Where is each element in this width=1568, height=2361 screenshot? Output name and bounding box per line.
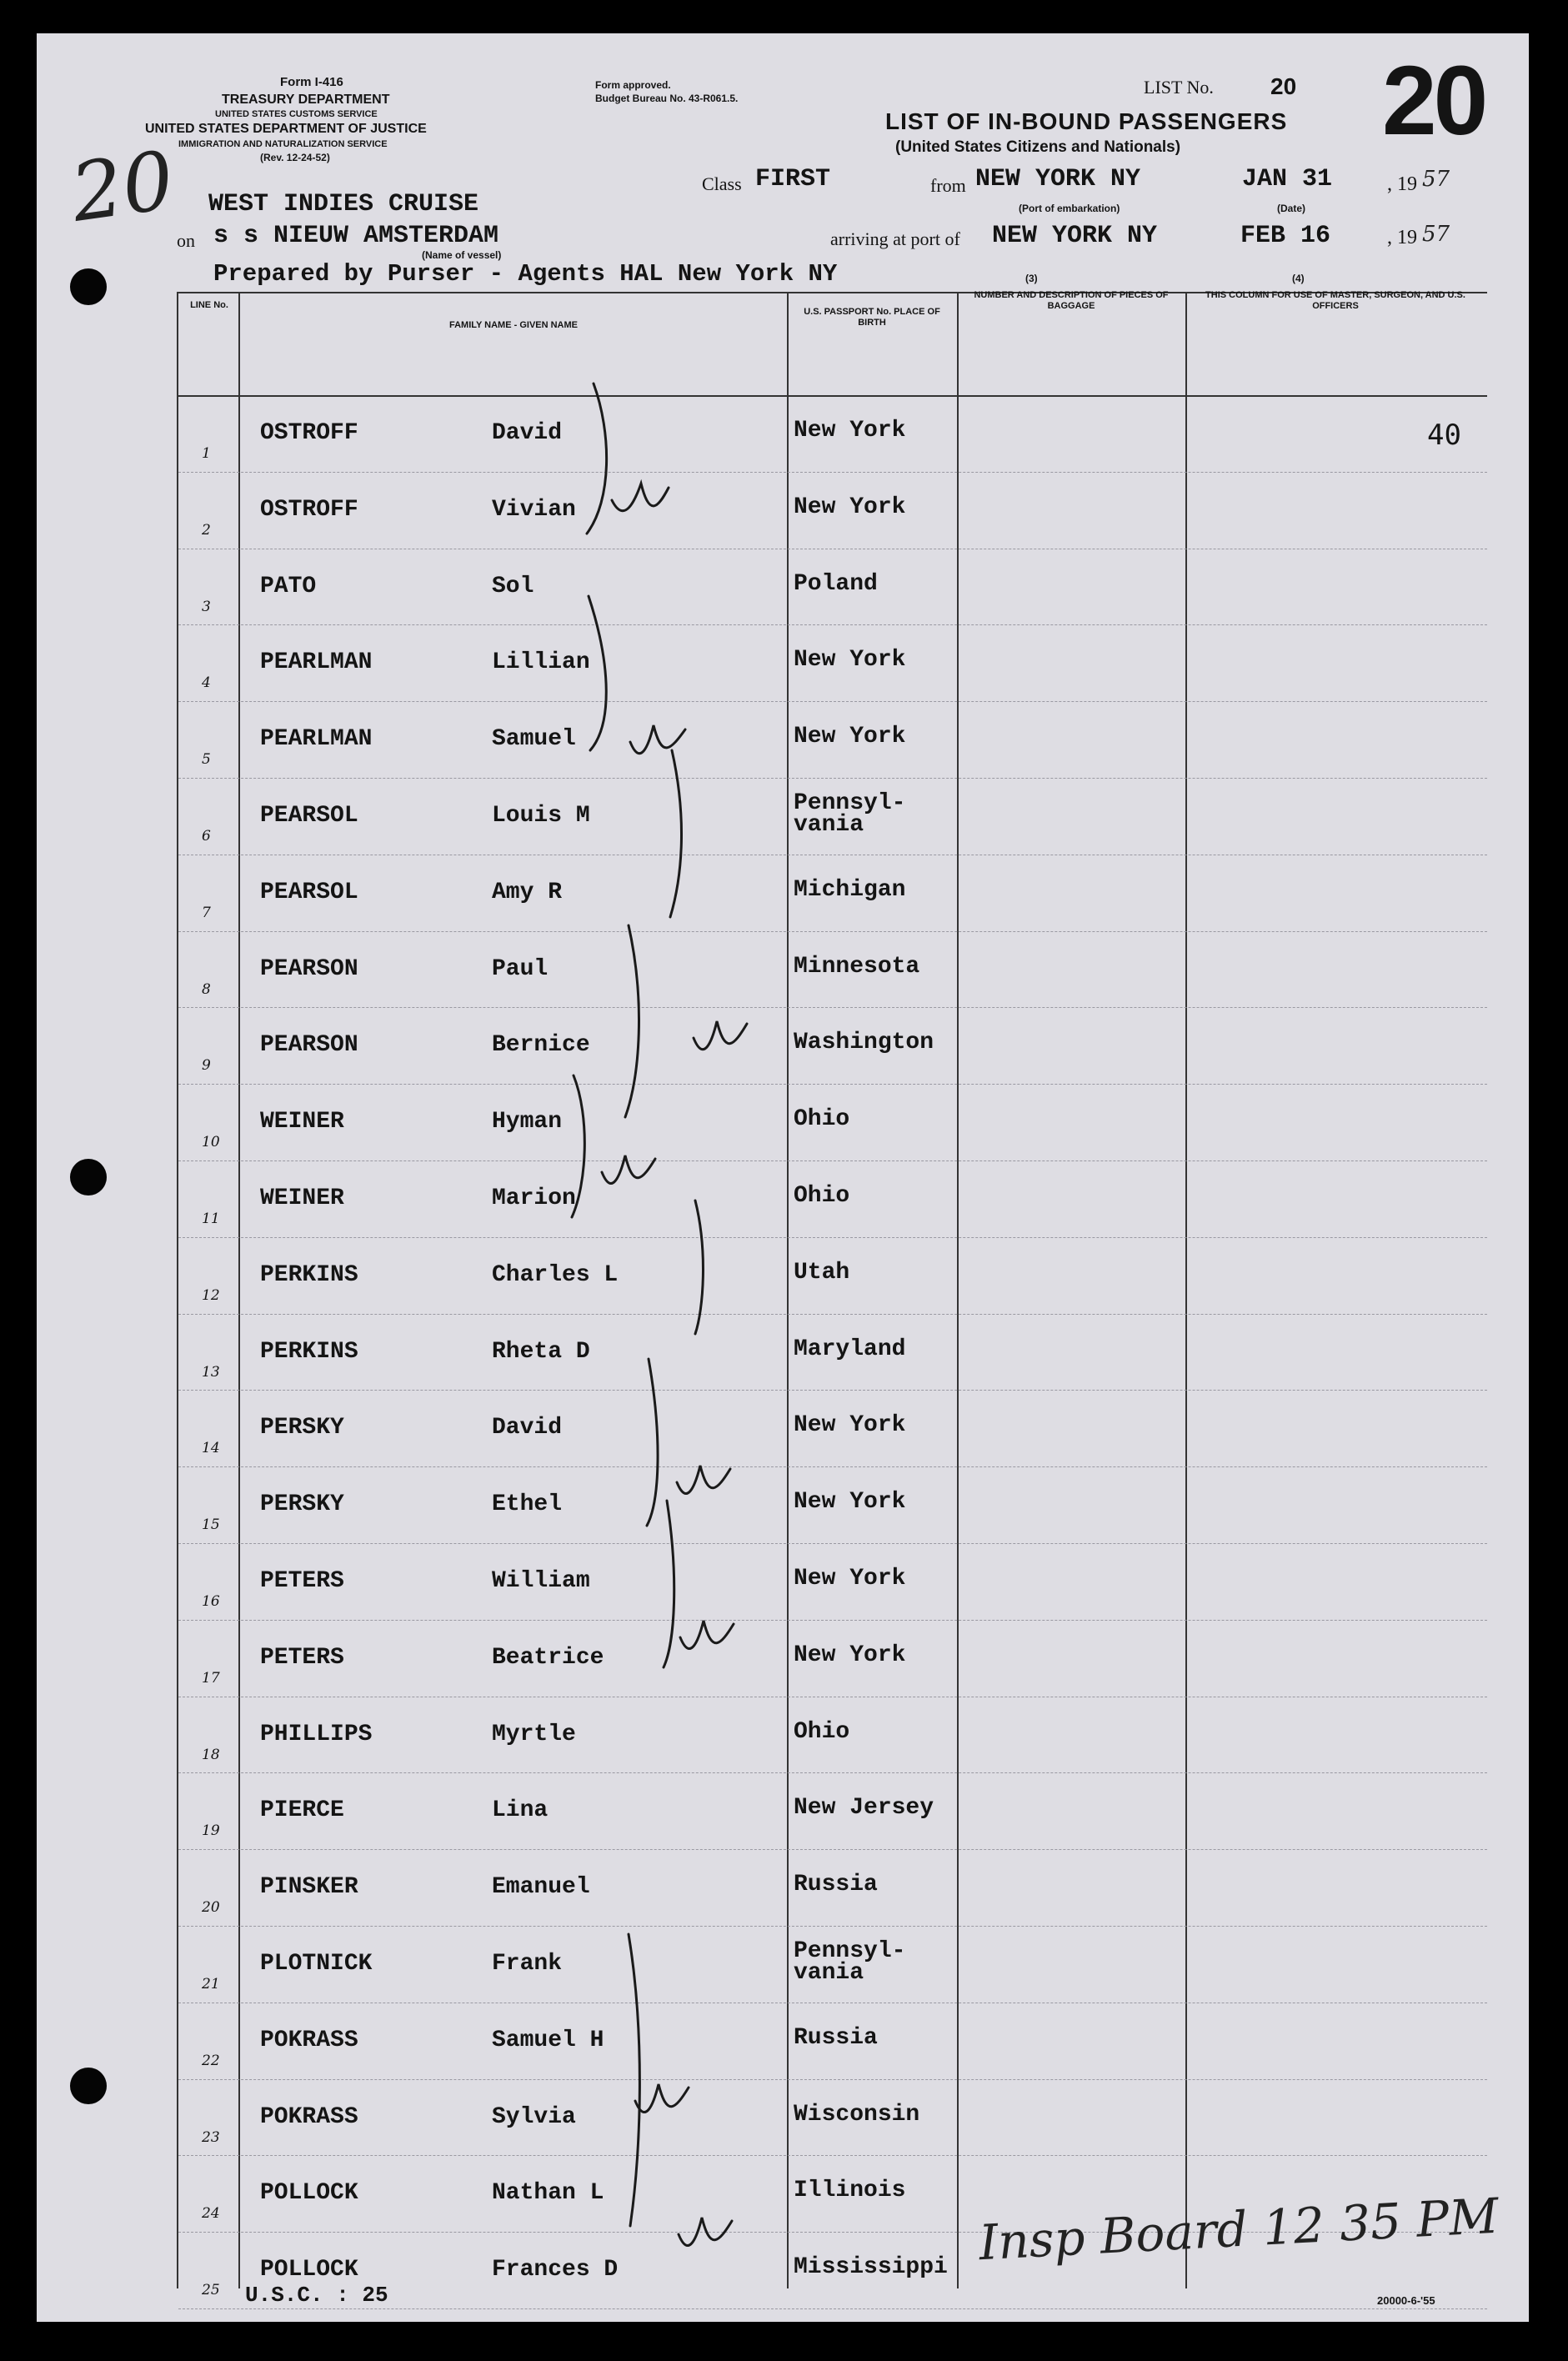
family-name: PETERS — [260, 1568, 344, 1594]
line-number: 8 — [202, 980, 211, 998]
officer-note: 40 — [1427, 419, 1461, 452]
from-label: from — [930, 175, 966, 196]
line-number: 3 — [202, 598, 211, 615]
line-number: 18 — [202, 1746, 220, 1763]
place-of-birth: Pennsyl- vania — [794, 1938, 906, 1986]
col-header-name: FAMILY NAME - GIVEN NAME — [448, 320, 579, 330]
given-name: Rheta D — [492, 1338, 590, 1365]
line-number: 16 — [202, 1593, 220, 1610]
list-no-value: 20 — [1270, 73, 1297, 99]
given-name: Ethel — [492, 1491, 563, 1518]
given-name: Marion — [492, 1186, 576, 1211]
family-name: PEARLMAN — [260, 726, 373, 753]
given-name: Frances D — [492, 2257, 619, 2283]
family-name: WEINER — [260, 1109, 344, 1135]
place-of-birth: Poland — [794, 570, 878, 597]
given-name: Nathan L — [492, 2180, 604, 2207]
line-number: 25 — [202, 2282, 220, 2299]
budget-bureau: Budget Bureau No. 43-R061.5. — [595, 93, 739, 104]
arrival-date: FEB 16 — [1240, 222, 1331, 250]
given-name: Hyman — [492, 1109, 563, 1135]
place-of-birth: New York — [794, 1642, 906, 1668]
treasury-department: TREASURY DEPARTMENT — [222, 93, 390, 107]
family-name: POKRASS — [260, 2103, 358, 2130]
customs-service: UNITED STATES CUSTOMS SERVICE — [215, 109, 378, 119]
vessel-name: s s NIEUW AMSTERDAM — [213, 222, 499, 250]
family-name: PEARSON — [260, 955, 358, 982]
given-name: Emanuel — [492, 1874, 590, 1901]
family-name: PLOTNICK — [260, 1951, 373, 1977]
port-embarkation-label: (Port of embarkation) — [1019, 203, 1120, 214]
family-name: PIERCE — [260, 1797, 344, 1824]
family-name: PEARSON — [260, 1032, 358, 1059]
line-number: 5 — [202, 751, 211, 769]
line-number: 17 — [202, 1669, 220, 1687]
place-of-birth: Ohio — [794, 1718, 850, 1745]
given-name: Sol — [492, 573, 534, 599]
line-number: 15 — [202, 1516, 220, 1534]
form-approved: Form approved. — [595, 79, 671, 91]
date-label-1: (Date) — [1277, 203, 1306, 214]
on-label: on — [177, 230, 195, 251]
arriving-label: arriving at port of — [830, 228, 960, 249]
manifest-subtitle: (United States Citizens and Nationals) — [895, 138, 1181, 156]
given-name: David — [492, 1415, 563, 1441]
line-number: 19 — [202, 1822, 220, 1840]
class-label: Class — [702, 173, 742, 194]
place-of-birth: New York — [794, 418, 906, 444]
given-name: Charles L — [492, 1261, 619, 1288]
line-number: 1 — [202, 445, 211, 462]
given-name: Beatrice — [492, 1644, 604, 1671]
family-name: PEARSOL — [260, 879, 358, 905]
line-number: 4 — [202, 674, 211, 692]
margin-handwritten-note: 20 — [65, 133, 180, 240]
col-header-baggage: NUMBER AND DESCRIPTION OF PIECES OF BAGGAGE — [974, 290, 1169, 311]
immigration-service: IMMIGRATION AND NATURALIZATION SERVICE — [178, 139, 388, 149]
line-number: 10 — [202, 1134, 220, 1151]
family-name: PERSKY — [260, 1491, 344, 1518]
given-name: Frank — [492, 1951, 563, 1977]
line-number: 11 — [202, 1211, 220, 1227]
footer-count: U.S.C. : 25 — [245, 2283, 388, 2308]
given-name: Sylvia — [492, 2103, 576, 2130]
handwritten-marks — [37, 33, 1529, 2322]
departure-date: JAN 31 — [1242, 165, 1333, 193]
col-header-officers: THIS COLUMN FOR USE OF MASTER, SURGEON, AND U.S. OFFICERS — [1205, 290, 1465, 311]
family-name: OSTROFF — [260, 496, 358, 523]
family-name: POLLOCK — [260, 2257, 358, 2283]
given-name: Myrtle — [492, 1721, 576, 1747]
footer-print-code: 20000-6-'55 — [1377, 2294, 1435, 2307]
department-of-justice: UNITED STATES DEPARTMENT OF JUSTICE — [145, 122, 427, 136]
given-name: Paul — [492, 955, 549, 982]
place-of-birth: Russia — [794, 2024, 878, 2051]
place-of-birth: Michigan — [794, 876, 906, 903]
place-of-birth: New York — [794, 724, 906, 750]
given-name: Lillian — [492, 649, 590, 676]
prepared-by: Prepared by Purser - Agents HAL New York NY — [213, 260, 838, 288]
place-of-birth: Washington — [794, 1030, 934, 1056]
column-ref-3: (3) — [1025, 273, 1038, 284]
line-number: 24 — [202, 2205, 220, 2223]
place-of-birth: Minnesota — [794, 953, 920, 980]
line-number: 12 — [202, 1286, 220, 1304]
passenger-manifest-page — [37, 33, 1529, 2322]
family-name: PEARLMAN — [260, 649, 373, 676]
family-name: PINSKER — [260, 1874, 358, 1901]
family-name: POLLOCK — [260, 2180, 358, 2207]
column-ref-4: (4) — [1292, 273, 1305, 284]
form-number: Form I-416 — [280, 75, 343, 89]
place-of-birth: New York — [794, 1566, 906, 1592]
place-of-birth: Ohio — [794, 1183, 850, 1209]
col-header-line-no: LINE No. — [190, 300, 228, 310]
year-suffix-1: 57 — [1422, 167, 1450, 192]
place-of-birth: New York — [794, 1489, 906, 1516]
given-name: Samuel — [492, 726, 576, 753]
line-number: 22 — [202, 2052, 220, 2069]
big-page-number: 20 — [1382, 46, 1485, 156]
line-number: 21 — [202, 1976, 220, 1993]
embarkation-port: NEW YORK NY — [975, 165, 1141, 193]
given-name: Vivian — [492, 496, 576, 523]
family-name: OSTROFF — [260, 420, 358, 446]
place-of-birth: Maryland — [794, 1336, 906, 1362]
family-name: PETERS — [260, 1644, 344, 1671]
family-name: PATO — [260, 573, 317, 599]
revision: (Rev. 12-24-52) — [260, 152, 330, 163]
family-name: POKRASS — [260, 2027, 358, 2053]
cruise-name: WEST INDIES CRUISE — [208, 190, 479, 218]
place-of-birth: New York — [794, 647, 906, 674]
family-name: PERSKY — [260, 1415, 344, 1441]
place-of-birth: Ohio — [794, 1106, 850, 1133]
line-number: 7 — [202, 904, 211, 921]
class-value: FIRST — [755, 165, 831, 193]
place-of-birth: Utah — [794, 1259, 850, 1286]
year-prefix-2: , 19 — [1387, 227, 1417, 248]
given-name: Amy R — [492, 879, 563, 905]
line-number: 20 — [202, 1899, 220, 1917]
family-name: PHILLIPS — [260, 1721, 373, 1747]
list-no-label: LIST No. — [1144, 77, 1214, 98]
place-of-birth: Russia — [794, 1872, 878, 1898]
line-number: 13 — [202, 1363, 220, 1381]
line-number: 23 — [202, 2128, 220, 2146]
place-of-birth: Mississippi — [794, 2254, 948, 2281]
manifest-title: LIST OF IN-BOUND PASSENGERS — [885, 108, 1288, 134]
col-header-passport: U.S. PASSPORT No. PLACE OF BIRTH — [804, 307, 940, 328]
given-name: David — [492, 420, 563, 446]
line-number: 9 — [202, 1057, 211, 1075]
given-name: William — [492, 1568, 590, 1594]
place-of-birth: New York — [794, 494, 906, 520]
place-of-birth: Wisconsin — [794, 2101, 920, 2128]
family-name: WEINER — [260, 1186, 344, 1211]
line-number: 14 — [202, 1440, 220, 1457]
place-of-birth: New Jersey — [794, 1795, 934, 1822]
place-of-birth: Illinois — [794, 2178, 906, 2204]
family-name: PERKINS — [260, 1261, 358, 1288]
line-number: 2 — [202, 521, 211, 539]
given-name: Bernice — [492, 1032, 590, 1059]
given-name: Samuel H — [492, 2027, 604, 2053]
family-name: PERKINS — [260, 1338, 358, 1365]
place-of-birth: New York — [794, 1412, 906, 1439]
family-name: PEARSOL — [260, 803, 358, 829]
given-name: Lina — [492, 1797, 549, 1824]
line-number: 6 — [202, 828, 211, 845]
year-prefix-1: , 19 — [1387, 173, 1417, 195]
inspector-signature: Insp Board 12 35 PM — [977, 2187, 1500, 2272]
arrival-port: NEW YORK NY — [992, 222, 1158, 250]
year-suffix-2: 57 — [1422, 222, 1450, 247]
given-name: Louis M — [492, 803, 590, 829]
vessel-name-label: (Name of vessel) — [422, 249, 502, 261]
place-of-birth: Pennsyl- vania — [794, 790, 906, 838]
